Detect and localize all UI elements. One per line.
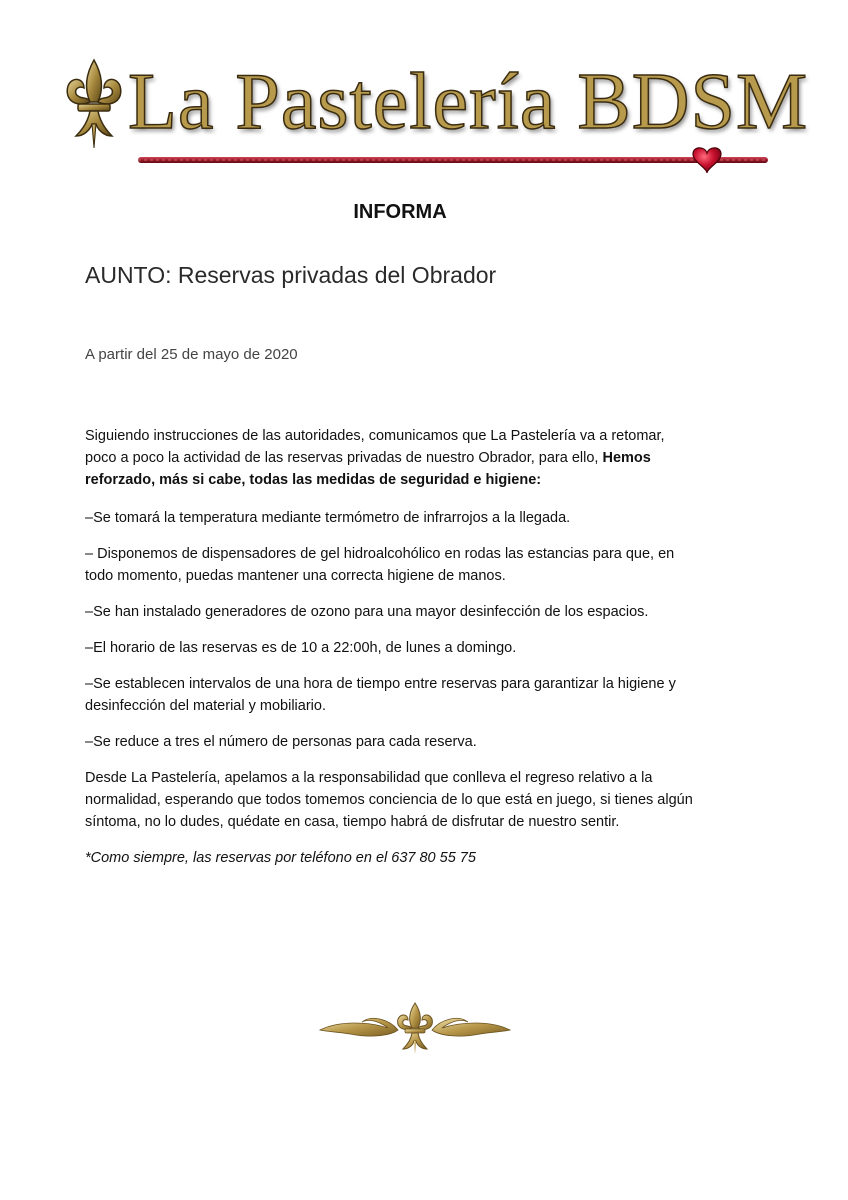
measure-item: –Se han instalado generadores de ozono para una mayor desinfección de los espacios.: [85, 604, 649, 620]
measure-item: –El horario de las reservas es de 10 a 22:00h, de lunes a domingo.: [85, 640, 517, 656]
intro-paragraph: [85, 425, 695, 491]
measure-item: –Se reduce a tres el número de personas para cada reserva.: [85, 734, 477, 750]
footer-fleur-ornament-icon: [310, 1000, 520, 1056]
rope-heart-underline: [138, 146, 768, 176]
document-heading: INFORMA: [353, 201, 447, 223]
heart-knot-icon: [693, 148, 721, 173]
measure-item: –Se establecen intervalos de una hora de tiempo entre reservas para garantizar la higiene y desinfección del material y mobiliario.: [85, 676, 676, 714]
closing-paragraph: Desde La Pastelería, apelamos a la responsabilidad que conlleva el regreso relativo a la normalidad, esperando que todos tomemos conciencia de lo que está en juego, si tienes algún síntoma, no lo dudes, quédate en casa, tiempo habrá de disfrutar de nuestro sentir.: [85, 770, 693, 830]
measure-item: –Se tomará la temperatura mediante termómetro de infrarrojos a la llegada.: [85, 510, 571, 526]
header-logo: [60, 50, 809, 180]
phone-note: *Como siempre, las reservas por teléfono en el 637 80 55 75: [85, 850, 476, 866]
fleur-de-lis-icon: [62, 56, 126, 152]
measure-item: – Disponemos de dispensadores de gel hidroalcohólico en rodas las estancias para que, en todo momento, puedas mantener una correcta higiene de manos.: [85, 546, 675, 584]
document-subject: AUNTO: Reservas privadas del Obrador: [85, 262, 497, 288]
intro-text: Siguiendo instrucciones de las autoridades, comunicamos que La Pastelería va a retomar, poco a poco la actividad de las reservas privadas de nuestro Obrador, para ello,: [85, 428, 665, 466]
document-date: A partir del 25 de mayo de 2020: [85, 346, 298, 363]
logo-text: La Pastelería BDSM: [128, 58, 809, 146]
intro-bold-text: Hemos reforzado, más si cabe, todas las medidas de seguridad e higiene:: [85, 450, 651, 488]
document-body: [85, 425, 695, 883]
